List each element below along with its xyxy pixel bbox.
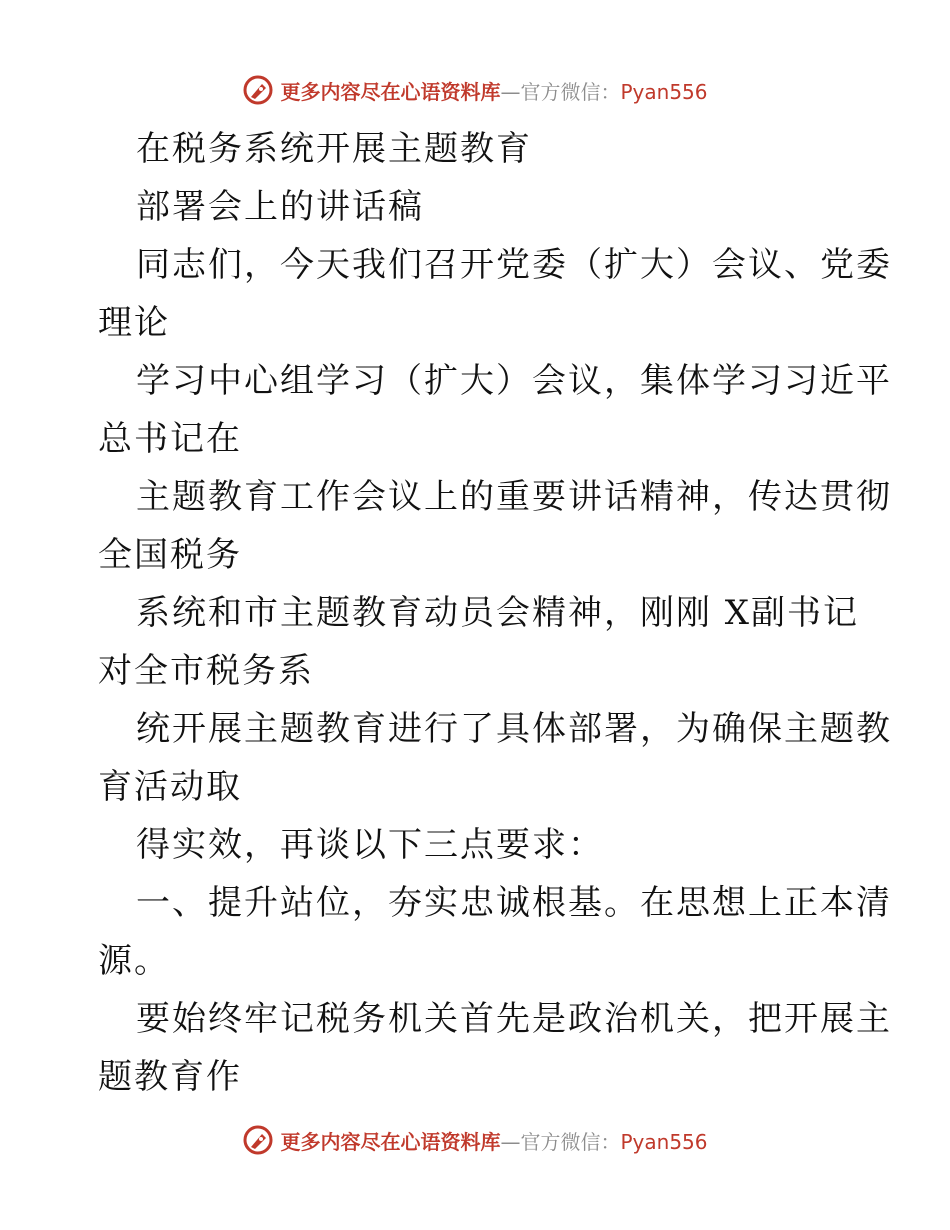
pen-nib-logo-icon	[242, 1124, 274, 1156]
doc-text-line: 统开展主题教育进行了具体部署，为确保主题教	[136, 709, 892, 749]
doc-text-line: 育活动取	[98, 767, 242, 807]
doc-text-line: 要始终牢记税务机关首先是政治机关，把开展主	[136, 999, 892, 1039]
doc-text-line: 系统和市主题教育动员会精神，刚刚 X副书记	[136, 593, 860, 633]
watermark-wechat-id: Pyan556	[620, 1129, 708, 1154]
doc-text-line: 同志们，今天我们召开党委（扩大）会议、党委	[136, 245, 892, 285]
watermark-site-name: 更多内容尽在心语资料库	[280, 1129, 501, 1154]
doc-title-line-1: 在税务系统开展主题教育	[136, 129, 532, 169]
doc-text-line: 对全市税务系	[98, 651, 314, 691]
doc-text-line: 学习中心组学习（扩大）会议，集体学习习近平	[136, 361, 892, 401]
doc-title-line-2: 部署会上的讲话稿	[136, 187, 424, 227]
doc-text-line: 总书记在	[98, 419, 242, 459]
pen-nib-logo-icon	[242, 74, 274, 106]
doc-text-line: 得实效，再谈以下三点要求：	[136, 825, 604, 865]
watermark-wechat-id: Pyan556	[620, 79, 708, 104]
footer-watermark-banner	[0, 1120, 950, 1160]
doc-text-line: 题教育作	[98, 1057, 242, 1097]
doc-text-line: 主题教育工作会议上的重要讲话精神，传达贯彻	[136, 477, 892, 517]
header-watermark-banner	[0, 70, 950, 110]
doc-text-line: 全国税务	[98, 535, 242, 575]
watermark-wechat-label: —官方微信：	[500, 1129, 621, 1154]
watermark-site-name: 更多内容尽在心语资料库	[280, 79, 501, 104]
watermark-text	[280, 1126, 707, 1155]
watermark-text	[280, 76, 707, 105]
document-body	[98, 120, 892, 1106]
watermark-wechat-label: —官方微信：	[500, 79, 621, 104]
doc-section-heading: 一、提升站位，夯实忠诚根基。在思想上正本清	[136, 883, 892, 923]
doc-text-line: 理论	[98, 303, 170, 343]
doc-text-line: 源。	[98, 941, 170, 981]
